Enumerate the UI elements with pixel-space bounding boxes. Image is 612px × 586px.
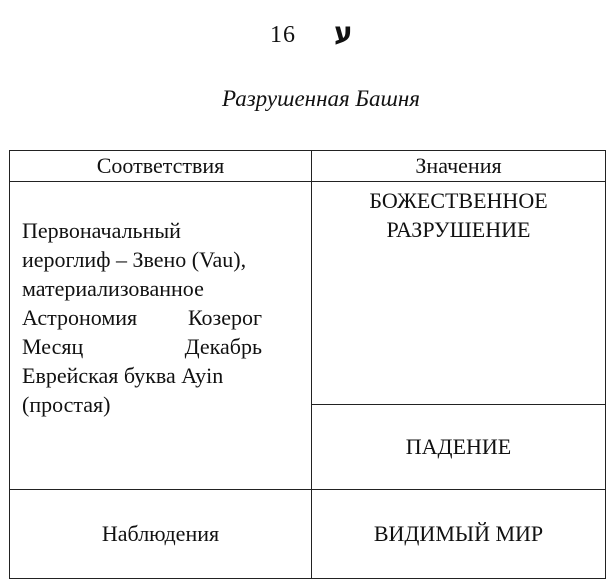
table-row [10,182,606,405]
meaning-line-1: БОЖЕСТВЕННОЕ [369,188,548,213]
observations-label: Наблюдения [10,490,312,579]
hieroglyph-line-2: иероглиф – Звено (Vau), [22,247,247,272]
visible-world-value: ВИДИМЫЙ МИР [312,490,606,579]
page-header [0,18,612,54]
astronomy-value: Козерог [187,305,262,330]
hebrew-letter-ayin: ע [334,16,353,49]
table-header-row [10,151,606,182]
astronomy-row [22,303,262,332]
meaning-divine-destruction [312,182,606,405]
header-meanings: Значения [312,151,606,182]
meaning-line-2: РАЗРУШЕНИЕ [386,217,531,242]
hieroglyph-line-1: Первоначальный [22,218,181,243]
month-label: Месяц [22,334,84,359]
month-value: Декабрь [184,334,262,359]
month-row [22,332,262,361]
header-correspondences: Соответствия [10,151,312,182]
meaning-fall: ПАДЕНИЕ [312,405,606,490]
correspondence-table [9,150,606,579]
hieroglyph-line-3: материализованное [22,276,204,301]
table-row [10,490,606,579]
correspondences-cell [10,182,312,490]
page-number: 16 [270,22,296,48]
astronomy-label: Астрономия [22,305,138,330]
hebrew-letter-line-2: (простая) [22,392,111,417]
card-title: Разрушенная Башня [222,86,420,111]
hebrew-letter-line-1: Еврейская буква Ayin [22,363,224,388]
